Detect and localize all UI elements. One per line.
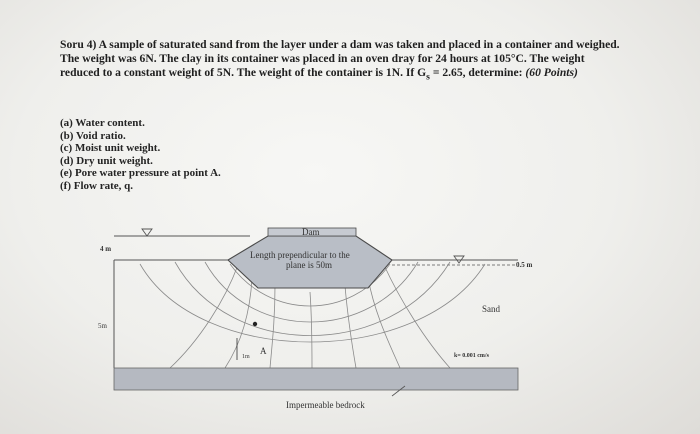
question-item: (f) Flow rate, q.: [60, 179, 134, 192]
points-label: (60 Points): [525, 65, 578, 79]
question-item: (e) Pore water pressure at point A.: [60, 167, 221, 180]
length-note-line1: Length prependicular to the: [250, 250, 350, 260]
question-item: (d) Dry unit weight.: [60, 154, 153, 167]
question-item: (a) Water content.: [60, 117, 145, 129]
problem-heading: Soru 4): [60, 38, 97, 51]
point-depth-label: 1m: [242, 354, 250, 360]
question-list: [60, 117, 420, 193]
question-item: (b) Void ratio.: [60, 129, 126, 142]
water-level-icon: [142, 229, 152, 236]
impermeable-bedrock: [114, 368, 518, 390]
problem-body: A sample of saturated sand from the layer under a dam was taken and placed in a container and weighed. The weight was 6N. The clay in its container was placed in an oven dray for 24 hours at 105°C. The weight reduced to a constant weight of 5N. The weight of the container is 1N. If G: [60, 38, 620, 79]
gs-subscript: s: [426, 70, 430, 82]
question-item: (c) Moist unit weight.: [60, 142, 161, 155]
dam-label: Dam: [302, 227, 320, 237]
permeability-label: k= 0.001 cm/s: [454, 353, 489, 359]
sand-depth-label: 5m: [98, 322, 107, 330]
problem-statement: [60, 38, 620, 84]
point-a-label: A: [260, 346, 267, 356]
bedrock-label: Impermeable bedrock: [286, 400, 365, 410]
dam-seepage-figure: [98, 220, 533, 415]
gs-value: = 2.65, determine:: [429, 65, 523, 79]
sand-label: Sand: [482, 304, 500, 314]
left-depth-label: 4 m: [100, 245, 112, 253]
length-note-line2: plane is 50m: [286, 260, 332, 270]
point-a-marker: [253, 322, 257, 326]
right-depth-label: 0.5 m: [516, 261, 533, 269]
